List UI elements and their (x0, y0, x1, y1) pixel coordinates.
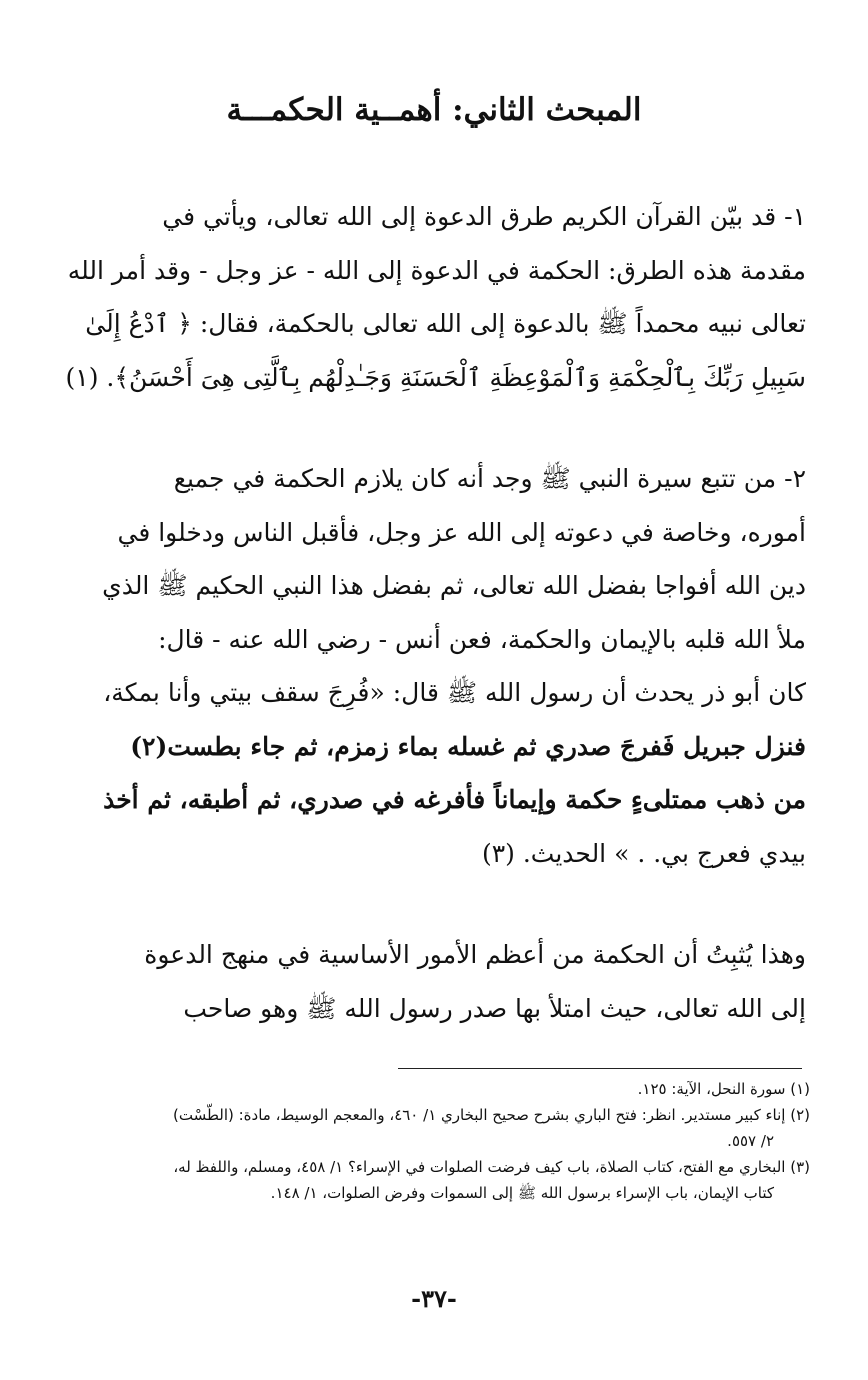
hadith-line: فنزل جبريل فَفرجَ صدري ثم غسله بماء زمزم، ثم جاء بطست(٢) (130, 731, 806, 761)
paragraph-3 (64, 928, 806, 1035)
footnote-2-cont: ٢/ ٥٥٧. (727, 1132, 774, 1150)
hadith-line: من ذهب ممتلىءٍ حكمة وإيماناً فأفرغه في صدري، ثم أطبقه، ثم أخذ (103, 785, 806, 814)
paragraph-line: ٢- من تتبع سيرة النبي ﷺ وجد أنه كان يلازم الحكمة في جميع (173, 464, 806, 493)
paragraph-1 (64, 190, 806, 404)
footnote-3-cont: كتاب الإيمان، باب الإسراء برسول الله ﷺ إلى السموات وفرض الصلوات، ١/ ١٤٨. (270, 1184, 774, 1202)
paragraph-line: تعالى نبيه محمداً ﷺ بالدعوة إلى الله تعالى بالحكمة، فقال: ﴿ ٱدْعُ إِلَىٰ (85, 309, 806, 338)
paragraph-line: أموره، وخاصة في دعوته إلى الله عز وجل، فأقبل الناس ودخلوا في (117, 517, 806, 547)
paragraph-line: دين الله أفواجا بفضل الله تعالى، ثم بفضل هذا النبي الحكيم ﷺ الذي (102, 571, 806, 600)
paragraph-2 (64, 452, 806, 880)
page-number: -٣٧- (411, 1284, 457, 1313)
paragraph-line: وهذا يُثبِتُ أن الحكمة من أعظم الأمور الأساسية في منهج الدعوة (144, 940, 806, 969)
paragraph-line: كان أبو ذر يحدث أن رسول الله ﷺ قال: «فُرِجَ سقف بيتي وأنا بمكة، (103, 678, 806, 707)
footnote-separator (398, 1068, 802, 1069)
paragraph-line: إلى الله تعالى، حيث امتلأ بها صدر رسول الله ﷺ وهو صاحب (183, 993, 806, 1023)
paragraph-line: ملأ الله قلبه بالإيمان والحكمة، فعن أنس - رضي الله عنه - قال: (158, 624, 806, 654)
quran-verse-line: سَبِيلِ رَبِّكَ بِٱلْحِكْمَةِ وَٱلْمَوْعِظَةِ ٱلْحَسَنَةِ وَجَـٰدِلْهُم بِٱلَّتِى هِىَ أَحْسَنُ﴾. (١) (65, 362, 806, 392)
paragraph-line: مقدمة هذه الطرق: الحكمة في الدعوة إلى الله - عز وجل - وقد أمر الله (67, 255, 806, 285)
footnote-2: (٢) إناء كبير مستدير. انظر: فتح الباري بشرح صحيح البخاري ١/ ٤٦٠، والمعجم الوسيط، مادة: (الطّسْت) (173, 1106, 810, 1124)
footnote-3: (٣) البخاري مع الفتح، كتاب الصلاة، باب كيف فرضت الصلوات في الإسراء؟ ١/ ٤٥٨، ومسلم، واللفظ له، (173, 1158, 810, 1176)
section-title: المبحث الثاني: أهمــية الحكمـــة (226, 92, 642, 128)
paragraph-line: ١- قد بيّن القرآن الكريم طرق الدعوة إلى الله تعالى، ويأتي في (162, 202, 806, 231)
footnotes (60, 1076, 810, 1206)
hadith-line: بيدي فعرج بي. . » الحديث. (٣) (481, 838, 806, 868)
footnote-1: (١) سورة النحل، الآية: ١٢٥. (637, 1080, 810, 1098)
